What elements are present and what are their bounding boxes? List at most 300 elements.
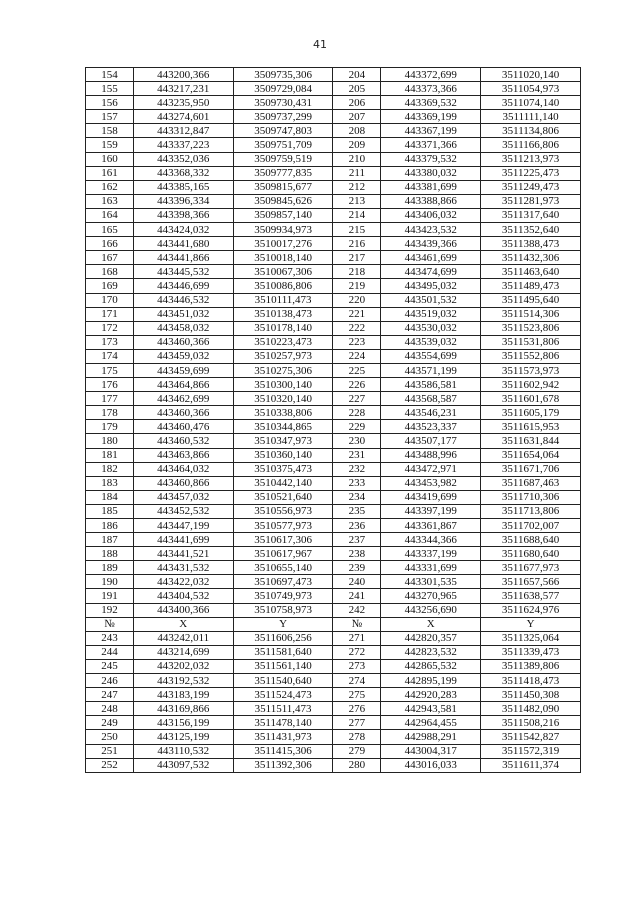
- point-number-cell: 230: [333, 434, 381, 448]
- y-coordinate-cell: 3510275,306: [233, 363, 333, 377]
- point-number-cell: 223: [333, 335, 381, 349]
- x-coordinate-cell: 443388,866: [381, 194, 481, 208]
- point-number-cell: 249: [86, 716, 134, 730]
- point-number-cell: 164: [86, 208, 134, 222]
- x-coordinate-cell: 443169,866: [133, 702, 233, 716]
- x-coordinate-cell: 443507,177: [381, 434, 481, 448]
- y-coordinate-cell: 3511581,640: [233, 645, 333, 659]
- x-coordinate-cell: 443586,581: [381, 378, 481, 392]
- point-number-cell: 228: [333, 406, 381, 420]
- y-coordinate-cell: 3511606,256: [233, 631, 333, 645]
- y-coordinate-cell: 3510018,140: [233, 251, 333, 265]
- x-coordinate-cell: 443568,587: [381, 392, 481, 406]
- x-coordinate-cell: 443400,366: [133, 603, 233, 617]
- y-coordinate-cell: 3511054,973: [481, 82, 581, 96]
- table-row: [86, 589, 581, 603]
- point-number-cell: 154: [86, 68, 134, 82]
- y-coordinate-cell: 3510344,865: [233, 420, 333, 434]
- y-coordinate-cell: 3511281,973: [481, 194, 581, 208]
- x-coordinate-cell: 443459,032: [133, 349, 233, 363]
- point-number-cell: 173: [86, 335, 134, 349]
- y-coordinate-cell: 3511463,640: [481, 265, 581, 279]
- y-coordinate-cell: 3510577,973: [233, 519, 333, 533]
- point-number-cell: 250: [86, 730, 134, 744]
- x-coordinate-cell: 443235,950: [133, 96, 233, 110]
- y-coordinate-cell: 3511524,473: [233, 688, 333, 702]
- x-coordinate-cell: 443441,680: [133, 237, 233, 251]
- point-number-cell: 209: [333, 138, 381, 152]
- x-coordinate-cell: 443352,036: [133, 152, 233, 166]
- table-row: [86, 547, 581, 561]
- y-coordinate-cell: 3511542,827: [481, 730, 581, 744]
- point-number-cell: 232: [333, 462, 381, 476]
- point-number-cell: 155: [86, 82, 134, 96]
- y-coordinate-cell: 3511552,806: [481, 349, 581, 363]
- y-coordinate-cell: 3510617,306: [233, 533, 333, 547]
- y-coordinate-cell: 3511450,308: [481, 688, 581, 702]
- y-coordinate-cell: 3511325,064: [481, 631, 581, 645]
- point-number-cell: 167: [86, 251, 134, 265]
- x-coordinate-cell: 443379,532: [381, 152, 481, 166]
- table-row: [86, 208, 581, 222]
- x-coordinate-cell: 443381,699: [381, 180, 481, 194]
- x-coordinate-cell: 443367,199: [381, 124, 481, 138]
- y-coordinate-cell: 3510617,967: [233, 547, 333, 561]
- table-row: [86, 166, 581, 180]
- table-row: [86, 68, 581, 82]
- x-coordinate-cell: 443431,532: [133, 561, 233, 575]
- y-coordinate-cell: 3509845,626: [233, 194, 333, 208]
- point-number-cell: 219: [333, 279, 381, 293]
- x-coordinate-cell: 443472,971: [381, 462, 481, 476]
- x-coordinate-cell: 443446,532: [133, 293, 233, 307]
- point-number-cell: 273: [333, 659, 381, 673]
- point-number-cell: 156: [86, 96, 134, 110]
- point-number-cell: 163: [86, 194, 134, 208]
- x-coordinate-cell: 443495,032: [381, 279, 481, 293]
- point-number-cell: 277: [333, 716, 381, 730]
- x-coordinate-cell: 443369,532: [381, 96, 481, 110]
- x-coordinate-cell: 443397,199: [381, 504, 481, 518]
- point-number-cell: 210: [333, 152, 381, 166]
- point-number-cell: 185: [86, 504, 134, 518]
- x-coordinate-cell: 443447,199: [133, 519, 233, 533]
- table-row: [86, 758, 581, 772]
- point-number-cell: 206: [333, 96, 381, 110]
- x-coordinate-cell: 443217,231: [133, 82, 233, 96]
- x-coordinate-cell: 442895,199: [381, 674, 481, 688]
- point-number-cell: 229: [333, 420, 381, 434]
- point-number-cell: 175: [86, 363, 134, 377]
- y-coordinate-cell: 3511540,640: [233, 674, 333, 688]
- point-number-cell: 233: [333, 476, 381, 490]
- y-coordinate-cell: 3511478,140: [233, 716, 333, 730]
- point-number-cell: 224: [333, 349, 381, 363]
- x-coordinate-cell: 443460,866: [133, 476, 233, 490]
- point-number-cell: 215: [333, 223, 381, 237]
- table-row: [86, 575, 581, 589]
- y-coordinate-cell: Y: [481, 617, 581, 631]
- point-number-cell: 252: [86, 758, 134, 772]
- x-coordinate-cell: 443256,690: [381, 603, 481, 617]
- point-number-cell: 191: [86, 589, 134, 603]
- x-coordinate-cell: 443446,699: [133, 279, 233, 293]
- y-coordinate-cell: 3511710,306: [481, 490, 581, 504]
- y-coordinate-cell: 3511213,973: [481, 152, 581, 166]
- y-coordinate-cell: 3511624,976: [481, 603, 581, 617]
- x-coordinate-cell: 443571,199: [381, 363, 481, 377]
- table-row: [86, 335, 581, 349]
- point-number-cell: 171: [86, 307, 134, 321]
- point-number-cell: 184: [86, 490, 134, 504]
- point-number-cell: 226: [333, 378, 381, 392]
- x-coordinate-cell: 443156,199: [133, 716, 233, 730]
- x-coordinate-cell: 442988,291: [381, 730, 481, 744]
- x-coordinate-cell: 443097,532: [133, 758, 233, 772]
- y-coordinate-cell: 3511601,678: [481, 392, 581, 406]
- point-number-cell: 212: [333, 180, 381, 194]
- y-coordinate-cell: 3511352,640: [481, 223, 581, 237]
- point-number-cell: 159: [86, 138, 134, 152]
- x-coordinate-cell: 443368,332: [133, 166, 233, 180]
- y-coordinate-cell: 3511339,473: [481, 645, 581, 659]
- point-number-cell: 192: [86, 603, 134, 617]
- table-row: [86, 730, 581, 744]
- table-row: [86, 420, 581, 434]
- y-coordinate-cell: 3511418,473: [481, 674, 581, 688]
- y-coordinate-cell: 3509729,084: [233, 82, 333, 96]
- point-number-cell: 231: [333, 448, 381, 462]
- point-number-cell: 158: [86, 124, 134, 138]
- table-row: [86, 82, 581, 96]
- table-row: [86, 476, 581, 490]
- x-coordinate-cell: 443380,032: [381, 166, 481, 180]
- point-number-cell: 247: [86, 688, 134, 702]
- point-number-cell: 234: [333, 490, 381, 504]
- x-coordinate-cell: 443422,032: [133, 575, 233, 589]
- x-coordinate-cell: 443373,366: [381, 82, 481, 96]
- point-number-cell: 218: [333, 265, 381, 279]
- x-coordinate-cell: 443464,866: [133, 378, 233, 392]
- point-number-cell: 274: [333, 674, 381, 688]
- y-coordinate-cell: 3511508,216: [481, 716, 581, 730]
- point-number-cell: 279: [333, 744, 381, 758]
- point-number-cell: 271: [333, 631, 381, 645]
- y-coordinate-cell: 3511531,806: [481, 335, 581, 349]
- x-coordinate-cell: 442823,532: [381, 645, 481, 659]
- x-coordinate-cell: 443439,366: [381, 237, 481, 251]
- y-coordinate-cell: 3511687,463: [481, 476, 581, 490]
- x-coordinate-cell: 443523,337: [381, 420, 481, 434]
- y-coordinate-cell: 3509730,431: [233, 96, 333, 110]
- x-coordinate-cell: 443372,699: [381, 68, 481, 82]
- y-coordinate-cell: 3510017,276: [233, 237, 333, 251]
- y-coordinate-cell: 3509934,973: [233, 223, 333, 237]
- table-row: [86, 138, 581, 152]
- table-row: [86, 96, 581, 110]
- y-coordinate-cell: 3511317,640: [481, 208, 581, 222]
- point-number-cell: 178: [86, 406, 134, 420]
- point-number-cell: 216: [333, 237, 381, 251]
- y-coordinate-cell: 3510347,973: [233, 434, 333, 448]
- coordinates-table: [85, 67, 581, 773]
- x-coordinate-cell: 443546,231: [381, 406, 481, 420]
- x-coordinate-cell: X: [381, 617, 481, 631]
- point-number-cell: 183: [86, 476, 134, 490]
- x-coordinate-cell: 443441,521: [133, 547, 233, 561]
- x-coordinate-cell: 443453,982: [381, 476, 481, 490]
- point-number-cell: 241: [333, 589, 381, 603]
- point-number-cell: 174: [86, 349, 134, 363]
- point-number-cell: 189: [86, 561, 134, 575]
- point-number-cell: 157: [86, 110, 134, 124]
- point-number-cell: 237: [333, 533, 381, 547]
- x-coordinate-cell: 443404,532: [133, 589, 233, 603]
- x-coordinate-cell: 443361,867: [381, 519, 481, 533]
- point-number-cell: 179: [86, 420, 134, 434]
- x-coordinate-cell: 443457,032: [133, 490, 233, 504]
- x-coordinate-cell: 443460,366: [133, 406, 233, 420]
- y-coordinate-cell: 3511495,640: [481, 293, 581, 307]
- x-coordinate-cell: 443270,965: [381, 589, 481, 603]
- y-coordinate-cell: 3511432,306: [481, 251, 581, 265]
- table-row: [86, 645, 581, 659]
- y-coordinate-cell: 3509777,835: [233, 166, 333, 180]
- x-coordinate-cell: 443441,699: [133, 533, 233, 547]
- table-row: [86, 406, 581, 420]
- point-number-cell: 208: [333, 124, 381, 138]
- y-coordinate-cell: 3510223,473: [233, 335, 333, 349]
- point-number-cell: 251: [86, 744, 134, 758]
- header-row: [86, 617, 581, 631]
- point-number-cell: 186: [86, 519, 134, 533]
- table-row: [86, 434, 581, 448]
- y-coordinate-cell: 3511392,306: [233, 758, 333, 772]
- y-coordinate-cell: 3510300,140: [233, 378, 333, 392]
- table-row: [86, 462, 581, 476]
- point-number-cell: 221: [333, 307, 381, 321]
- point-number-cell: 181: [86, 448, 134, 462]
- y-coordinate-cell: 3511523,806: [481, 321, 581, 335]
- point-number-cell: 236: [333, 519, 381, 533]
- x-coordinate-cell: 443214,699: [133, 645, 233, 659]
- y-coordinate-cell: 3511166,806: [481, 138, 581, 152]
- y-coordinate-cell: 3511388,473: [481, 237, 581, 251]
- y-coordinate-cell: 3511702,007: [481, 519, 581, 533]
- x-coordinate-cell: 443460,532: [133, 434, 233, 448]
- x-coordinate-cell: 443125,199: [133, 730, 233, 744]
- y-coordinate-cell: 3509815,677: [233, 180, 333, 194]
- point-number-cell: 245: [86, 659, 134, 673]
- x-coordinate-cell: 443423,532: [381, 223, 481, 237]
- y-coordinate-cell: 3511573,973: [481, 363, 581, 377]
- x-coordinate-cell: 443242,011: [133, 631, 233, 645]
- y-coordinate-cell: 3509857,140: [233, 208, 333, 222]
- x-coordinate-cell: 443385,165: [133, 180, 233, 194]
- point-number-cell: 240: [333, 575, 381, 589]
- point-number-cell: 280: [333, 758, 381, 772]
- y-coordinate-cell: 3510375,473: [233, 462, 333, 476]
- x-coordinate-cell: 443530,032: [381, 321, 481, 335]
- y-coordinate-cell: 3510556,973: [233, 504, 333, 518]
- point-number-cell: 176: [86, 378, 134, 392]
- y-coordinate-cell: 3511713,806: [481, 504, 581, 518]
- y-coordinate-cell: 3510758,973: [233, 603, 333, 617]
- x-coordinate-cell: 443461,699: [381, 251, 481, 265]
- x-coordinate-cell: 443419,699: [381, 490, 481, 504]
- x-coordinate-cell: 443452,532: [133, 504, 233, 518]
- y-coordinate-cell: 3511654,064: [481, 448, 581, 462]
- table-row: [86, 237, 581, 251]
- x-coordinate-cell: 443460,366: [133, 335, 233, 349]
- point-number-cell: №: [86, 617, 134, 631]
- y-coordinate-cell: 3509737,299: [233, 110, 333, 124]
- point-number-cell: 160: [86, 152, 134, 166]
- y-coordinate-cell: 3509735,306: [233, 68, 333, 82]
- x-coordinate-cell: 443371,366: [381, 138, 481, 152]
- x-coordinate-cell: 443183,199: [133, 688, 233, 702]
- y-coordinate-cell: 3510086,806: [233, 279, 333, 293]
- point-number-cell: 182: [86, 462, 134, 476]
- point-number-cell: 205: [333, 82, 381, 96]
- x-coordinate-cell: 443396,334: [133, 194, 233, 208]
- y-coordinate-cell: 3511225,473: [481, 166, 581, 180]
- point-number-cell: №: [333, 617, 381, 631]
- point-number-cell: 217: [333, 251, 381, 265]
- point-number-cell: 239: [333, 561, 381, 575]
- table-row: [86, 392, 581, 406]
- x-coordinate-cell: 443398,366: [133, 208, 233, 222]
- y-coordinate-cell: 3511602,942: [481, 378, 581, 392]
- y-coordinate-cell: 3511431,973: [233, 730, 333, 744]
- x-coordinate-cell: 443463,866: [133, 448, 233, 462]
- y-coordinate-cell: 3510320,140: [233, 392, 333, 406]
- table-row: [86, 504, 581, 518]
- y-coordinate-cell: 3511514,306: [481, 307, 581, 321]
- x-coordinate-cell: 443459,699: [133, 363, 233, 377]
- point-number-cell: 162: [86, 180, 134, 194]
- x-coordinate-cell: 443331,699: [381, 561, 481, 575]
- x-coordinate-cell: 442964,455: [381, 716, 481, 730]
- y-coordinate-cell: 3511638,577: [481, 589, 581, 603]
- table-row: [86, 688, 581, 702]
- y-coordinate-cell: 3509751,709: [233, 138, 333, 152]
- y-coordinate-cell: 3511489,473: [481, 279, 581, 293]
- point-number-cell: 214: [333, 208, 381, 222]
- y-coordinate-cell: 3510697,473: [233, 575, 333, 589]
- x-coordinate-cell: 443539,032: [381, 335, 481, 349]
- x-coordinate-cell: 443004,317: [381, 744, 481, 758]
- x-coordinate-cell: 443464,032: [133, 462, 233, 476]
- y-coordinate-cell: 3511074,140: [481, 96, 581, 110]
- y-coordinate-cell: 3511671,706: [481, 462, 581, 476]
- y-coordinate-cell: 3511680,640: [481, 547, 581, 561]
- point-number-cell: 177: [86, 392, 134, 406]
- table-row: [86, 490, 581, 504]
- y-coordinate-cell: 3510749,973: [233, 589, 333, 603]
- point-number-cell: 190: [86, 575, 134, 589]
- table-row: [86, 349, 581, 363]
- x-coordinate-cell: 443016,033: [381, 758, 481, 772]
- y-coordinate-cell: 3511415,306: [233, 744, 333, 758]
- y-coordinate-cell: 3511020,140: [481, 68, 581, 82]
- point-number-cell: 180: [86, 434, 134, 448]
- table-row: [86, 533, 581, 547]
- x-coordinate-cell: 443337,199: [381, 547, 481, 561]
- table-row: [86, 180, 581, 194]
- x-coordinate-cell: 443301,535: [381, 575, 481, 589]
- point-number-cell: 170: [86, 293, 134, 307]
- x-coordinate-cell: 443519,032: [381, 307, 481, 321]
- table-row: [86, 716, 581, 730]
- table-row: [86, 110, 581, 124]
- point-number-cell: 220: [333, 293, 381, 307]
- point-number-cell: 272: [333, 645, 381, 659]
- point-number-cell: 278: [333, 730, 381, 744]
- table-row: [86, 321, 581, 335]
- table-row: [86, 152, 581, 166]
- y-coordinate-cell: 3510111,473: [233, 293, 333, 307]
- point-number-cell: 204: [333, 68, 381, 82]
- x-coordinate-cell: 442943,581: [381, 702, 481, 716]
- x-coordinate-cell: 443501,532: [381, 293, 481, 307]
- point-number-cell: 165: [86, 223, 134, 237]
- x-coordinate-cell: 443337,223: [133, 138, 233, 152]
- x-coordinate-cell: 443441,866: [133, 251, 233, 265]
- y-coordinate-cell: 3511482,090: [481, 702, 581, 716]
- table-row: [86, 378, 581, 392]
- point-number-cell: 235: [333, 504, 381, 518]
- table-row: [86, 674, 581, 688]
- y-coordinate-cell: 3510442,140: [233, 476, 333, 490]
- table-row: [86, 307, 581, 321]
- point-number-cell: 188: [86, 547, 134, 561]
- x-coordinate-cell: 443110,532: [133, 744, 233, 758]
- y-coordinate-cell: 3511134,806: [481, 124, 581, 138]
- point-number-cell: 246: [86, 674, 134, 688]
- table-row: [86, 363, 581, 377]
- point-number-cell: 222: [333, 321, 381, 335]
- x-coordinate-cell: 443458,032: [133, 321, 233, 335]
- y-coordinate-cell: 3511677,973: [481, 561, 581, 575]
- y-coordinate-cell: 3511611,374: [481, 758, 581, 772]
- table-row: [86, 561, 581, 575]
- point-number-cell: 238: [333, 547, 381, 561]
- x-coordinate-cell: 443344,366: [381, 533, 481, 547]
- point-number-cell: 168: [86, 265, 134, 279]
- point-number-cell: 213: [333, 194, 381, 208]
- table-row: [86, 631, 581, 645]
- y-coordinate-cell: 3510521,640: [233, 490, 333, 504]
- x-coordinate-cell: 443474,699: [381, 265, 481, 279]
- x-coordinate-cell: 443312,847: [133, 124, 233, 138]
- table-row: [86, 702, 581, 716]
- table-row: [86, 251, 581, 265]
- x-coordinate-cell: 443451,032: [133, 307, 233, 321]
- table-row: [86, 744, 581, 758]
- point-number-cell: 276: [333, 702, 381, 716]
- point-number-cell: 248: [86, 702, 134, 716]
- y-coordinate-cell: 3511561,140: [233, 659, 333, 673]
- point-number-cell: 243: [86, 631, 134, 645]
- point-number-cell: 225: [333, 363, 381, 377]
- y-coordinate-cell: 3510655,140: [233, 561, 333, 575]
- y-coordinate-cell: 3511111,140: [481, 110, 581, 124]
- table-row: [86, 659, 581, 673]
- table-row: [86, 448, 581, 462]
- table-row: [86, 293, 581, 307]
- point-number-cell: 166: [86, 237, 134, 251]
